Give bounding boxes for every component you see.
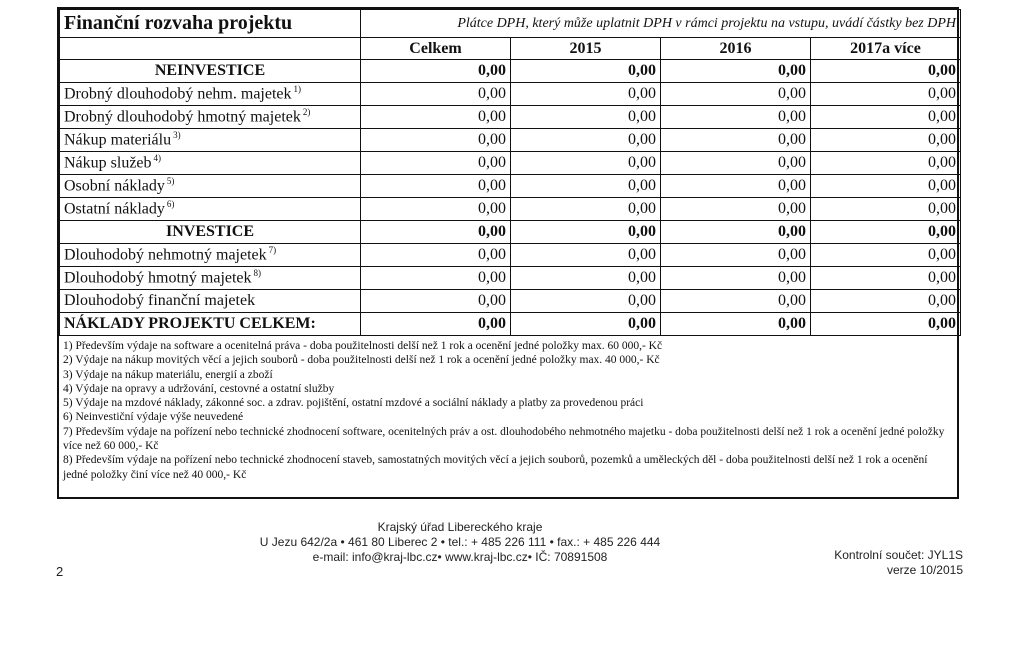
row-label: [60, 60, 361, 83]
value-cell: 0,00: [361, 83, 511, 106]
footnote-ref: 1): [293, 84, 302, 95]
value-cell: 0,00: [511, 106, 661, 129]
footnote: 3) Výdaje na nákup materiálu, energií a zboží: [63, 368, 273, 381]
value-cell: 0,00: [811, 221, 961, 244]
row-label-text: Drobný dlouhodobý nehm. majetek: [64, 85, 292, 103]
table-row: [60, 244, 961, 267]
value-cell: 0,00: [361, 129, 511, 152]
footnote: 8) Především výdaje na pořízení nebo technické zhodnocení staveb, samostatných movitých věcí a jejich souborů, pozemků a uměleckých děl - doba použitelnosti delší než 1 rok a ocenění jedné položky činí více než 40 000,- Kč: [63, 454, 928, 481]
value-cell: 0,00: [811, 244, 961, 267]
column-header: 2017a více: [811, 38, 961, 60]
footer-address: U Jezu 642/2a • 461 80 Liberec 2 • tel.: + 485 226 111 • fax.: + 485 226 444: [259, 535, 661, 549]
value-cell: 0,00: [511, 175, 661, 198]
footnote: 7) Především výdaje na pořízení nebo technické zhodnocení software, ocenitelných práv a ost. dlouhodobého nehmotného majetku - doba použitelnosti delší než 1 rok a ocenění jedné položky více než 60 000,- Kč: [63, 425, 945, 453]
value-cell: 0,00: [811, 267, 961, 290]
footnote-ref: 4): [153, 153, 162, 164]
value-cell: 0,00: [661, 106, 811, 129]
footnote-ref: 3): [173, 130, 181, 141]
value-cell: 0,00: [361, 221, 511, 244]
value-cell: 0,00: [811, 152, 961, 175]
value-cell: 0,00: [661, 198, 811, 221]
row-label: [60, 129, 361, 152]
value-cell: 0,00: [811, 198, 961, 221]
value-cell: 0,00: [511, 60, 661, 83]
total-value: 0,00: [661, 313, 811, 336]
section-row: [60, 221, 961, 244]
table-row: [60, 106, 961, 129]
value-cell: 0,00: [811, 60, 961, 83]
footnote: 1) Především výdaje na software a ocenitelná práva - doba použitelnosti delší než 1 rok a ocenění jedné položky max. 60 000,- Kč: [63, 340, 663, 352]
value-cell: 0,00: [361, 290, 511, 313]
total-value: 0,00: [361, 313, 511, 336]
form-title: Finanční rozvaha projektu: [60, 10, 361, 38]
footer-center: [215, 520, 705, 565]
table-row: [60, 267, 961, 290]
total-label: NÁKLADY PROJEKTU CELKEM:: [60, 313, 361, 336]
column-header: Celkem: [361, 38, 511, 60]
footnotes: [59, 336, 957, 482]
value-cell: 0,00: [661, 152, 811, 175]
value-cell: 0,00: [661, 221, 811, 244]
table-row: [60, 83, 961, 106]
row-label: [60, 106, 361, 129]
footer-org: Krajský úřad Libereckého kraje: [377, 520, 543, 534]
value-cell: 0,00: [661, 244, 811, 267]
row-label-text: Ostatní náklady: [64, 200, 165, 218]
value-cell: 0,00: [511, 198, 661, 221]
value-cell: 0,00: [361, 152, 511, 175]
row-label: [60, 290, 361, 313]
financial-table: [59, 9, 961, 336]
title-row: [60, 10, 961, 38]
total-row: [60, 313, 961, 336]
value-cell: 0,00: [511, 129, 661, 152]
column-header-row: [60, 38, 961, 60]
value-cell: 0,00: [511, 290, 661, 313]
footer-right: [834, 548, 963, 578]
value-cell: 0,00: [511, 244, 661, 267]
row-label: [60, 83, 361, 106]
footnote: 5) Výdaje na mzdové náklady, zákonné soc. a zdrav. pojištění, ostatní mzdové a sociální náklady a platby za provedenou práci: [63, 397, 644, 410]
value-cell: 0,00: [361, 60, 511, 83]
value-cell: 0,00: [361, 175, 511, 198]
footnote-ref: 5): [166, 176, 175, 187]
page-number: 2: [56, 564, 64, 579]
row-label-text: Dlouhodobý nehmotný majetek: [64, 246, 267, 264]
vat-note: Plátce DPH, který může uplatnit DPH v rámci projektu na vstupu, uvádí částky bez DPH: [361, 10, 961, 38]
value-cell: 0,00: [811, 175, 961, 198]
value-cell: 0,00: [361, 267, 511, 290]
row-label: [60, 244, 361, 267]
header-blank: [60, 38, 361, 60]
footnote: 6) Neinvestiční výdaje výše neuvedené: [63, 411, 244, 424]
footnote-ref: 2): [302, 107, 311, 118]
value-cell: 0,00: [661, 175, 811, 198]
value-cell: 0,00: [361, 106, 511, 129]
footnote-ref: 6): [166, 199, 175, 210]
column-header: 2016: [661, 38, 811, 60]
section-row: [60, 60, 961, 83]
row-label-text: Dlouhodobý hmotný majetek: [64, 269, 252, 287]
row-label-text: Drobný dlouhodobý hmotný majetek: [64, 108, 301, 126]
row-label: [60, 198, 361, 221]
value-cell: 0,00: [661, 290, 811, 313]
table-row: [60, 175, 961, 198]
value-cell: 0,00: [811, 290, 961, 313]
row-label-text: Osobní náklady: [64, 177, 165, 195]
row-label: [60, 221, 361, 244]
value-cell: 0,00: [511, 267, 661, 290]
footnote-ref: 8): [253, 268, 262, 279]
value-cell: 0,00: [361, 244, 511, 267]
row-label-text: Nákup materiálu: [64, 131, 172, 149]
table-row: [60, 129, 961, 152]
value-cell: 0,00: [511, 83, 661, 106]
footnote-ref: 7): [268, 245, 277, 256]
footer-version: verze 10/2015: [886, 563, 963, 577]
footer-contact: e-mail: info@kraj-lbc.cz• www.kraj-lbc.cz• IČ: 70891508: [312, 550, 608, 564]
value-cell: 0,00: [811, 83, 961, 106]
total-value: 0,00: [511, 313, 661, 336]
row-label-text: INVESTICE: [165, 223, 255, 240]
value-cell: 0,00: [361, 198, 511, 221]
value-cell: 0,00: [811, 106, 961, 129]
value-cell: 0,00: [511, 152, 661, 175]
row-label-text: Dlouhodobý finanční majetek: [64, 292, 256, 309]
row-label: [60, 175, 361, 198]
value-cell: 0,00: [811, 129, 961, 152]
value-cell: 0,00: [661, 129, 811, 152]
value-cell: 0,00: [661, 83, 811, 106]
row-label-text: NEINVESTICE: [154, 62, 266, 79]
table-row: [60, 198, 961, 221]
value-cell: 0,00: [511, 221, 661, 244]
table-row: [60, 290, 961, 313]
table-row: [60, 152, 961, 175]
footer-checksum: Kontrolní součet: JYL1S: [834, 548, 963, 562]
column-header: 2015: [511, 38, 661, 60]
financial-balance-form: [57, 7, 959, 499]
footnote: 4) Výdaje na opravy a udržování, cestovné a ostatní služby: [63, 382, 335, 395]
total-value: 0,00: [811, 313, 961, 336]
row-label: [60, 152, 361, 175]
row-label-text: Nákup služeb: [64, 154, 152, 172]
value-cell: 0,00: [661, 60, 811, 83]
row-label: [60, 267, 361, 290]
value-cell: 0,00: [661, 267, 811, 290]
footnote: 2) Výdaje na nákup movitých věcí a jejich souborů - doba použitelnosti delší než 1 rok a ocenění jedné položky max. 40 000,- Kč: [63, 354, 660, 367]
page-footer: [0, 520, 1024, 590]
